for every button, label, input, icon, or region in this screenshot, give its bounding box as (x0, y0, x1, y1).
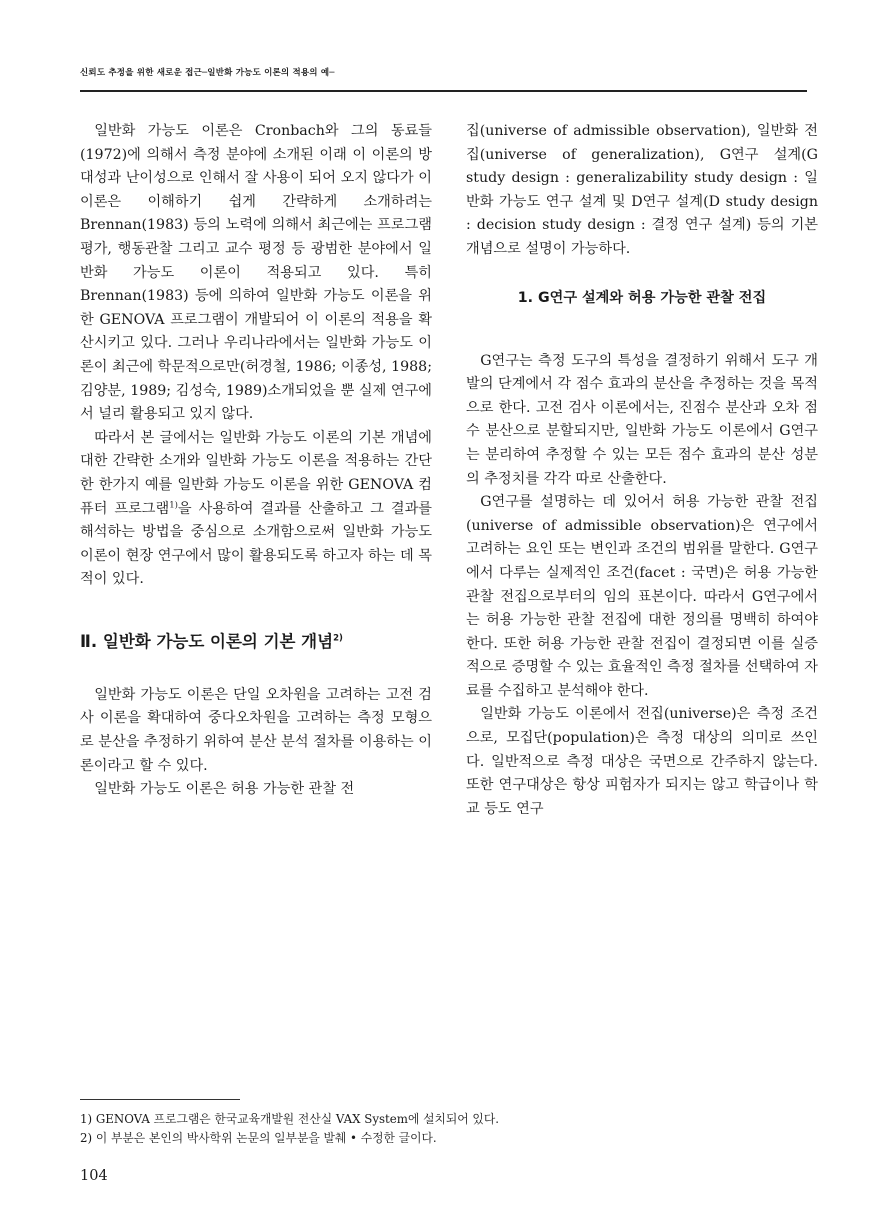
left-column (80, 120, 432, 802)
footnote-marker: 2) (333, 633, 343, 644)
page-number: 104 (80, 1168, 108, 1184)
body-paragraph: G연구를 설명하는 데 있어서 허용 가능한 관찰 전집(universe of admissible observation)은 연구에서 고려하는 요인 또는 변인과 조건의 범위를 말한다. G연구에서 다루는 실제적인 조건(facet : 국면)은 허용 가능한 관찰 전집으로부터의 임의 표본이다. 따라서 G연구에서는 허용 가능한 관찰 전집에 대한 정의를 명백히 하여야 한다. 또한 허용 가능한 관찰 전집이 결정되면 이를 실증적으로 증명할 수 있는 효율적인 측정 절차를 선택하여 자료를 수집하고 분석해야 한다. (466, 494, 818, 699)
section-heading-text: Ⅱ. 일반화 가능도 이론의 기본 개념 (80, 631, 334, 651)
body-paragraph: 일반화 가능도 이론은 허용 가능한 관찰 전 (94, 781, 355, 798)
paragraph-text: 을 사용하여 결과를 산출하고 그 결과를 해석하는 방법을 중심으로 소개함으로써 일반화 가능도 이론이 현장 연구에서 많이 활용되도록 하고자 하는 데 목적이 있다. (80, 500, 432, 588)
paragraph-text: 따라서 본 글에서는 일반화 가능도 이론의 기본 개념에 대한 간략한 소개와 일반화 가능도 이론을 적용하는 간단한 한가지 예를 일반화 가능도 이론을 위한 GENOVA 컴퓨터 프로그램 (80, 429, 432, 517)
footnotes (80, 1110, 807, 1148)
footnote-rule (80, 1099, 240, 1100)
right-column (466, 120, 818, 821)
body-paragraph: 일반화 가능도 이론은 Cronbach와 그의 동료들(1972)에 의해서 측정 분야에 소개된 이래 이 이론의 방대성과 난이성으로 인해서 잘 사용이 되어 오지 않다가 이 이론은 이해하기 쉽게 간략하게 소개하려는 Brennan(1983) 등의 노력에 의해서 최근에는 프로그램 평가, 행동관찰 그리고 교수 평정 등 광범한 분야에서 일반화 가능도 이론이 적용되고 있다. 특히 Brennan(1983) 등에 의하여 일반화 가능도 이론을 위한 GENOVA 프로그램이 개발되어 이 이론의 적용을 확산시키고 있다. 그러나 우리나라에서는 일반화 가능도 이론이 최근에 학문적으로만(허경철, 1986; 이종성, 1988; 김양분, 1989; 김성숙, 1989)소개되었을 뿐 실제 연구에서 널리 활용되고 있지 않다. (80, 123, 432, 423)
body-paragraph: G연구는 측정 도구의 특성을 결정하기 위해서 도구 개발의 단계에서 각 점수 효과의 분산을 추정하는 것을 목적으로 한다. 고전 검사 이론에서는, 진점수 분산과 오차 점수 분산으로 분할되지만, 일반화 가능도 이론에서 G연구는 분리하여 추정할 수 있는 모든 점수 효과의 분산 성분의 추정치를 각각 따로 산출한다. (466, 352, 818, 487)
footnote-item: 1) GENOVA 프로그램은 한국교육개발원 전산실 VAX System에 설치되어 있다. (80, 1112, 499, 1126)
body-paragraph: 집(universe of admissible observation), 일반화 전집(universe of generalization), G연구 설계(G study design : generalizability study design : 일반화 가능도 연구 설계 및 D연구 설계(D study design : decision study design : 결정 연구 설계) 등의 기본 개념으로 설명이 가능하다. (466, 123, 818, 257)
running-header: 신뢰도 추정을 위한 새로운 접근─일반화 가능도 이론의 적용의 예─ (80, 68, 335, 78)
section-heading (80, 630, 432, 654)
header-rule (80, 90, 807, 92)
body-paragraph (80, 427, 432, 592)
body-paragraph: 일반화 가능도 이론에서 전집(universe)은 측정 조건으로, 모집단(population)은 측정 대상의 의미로 쓰인다. 일반적으로 측정 대상은 국면으로 간주하지 않는다. 또한 연구대상은 항상 피험자가 되지는 않고 학급이나 학교 등도 연구 (466, 706, 818, 817)
footnote-item: 2) 이 부분은 본인의 박사학위 논문의 일부분을 발췌 • 수정한 글이다. (80, 1131, 437, 1145)
subsection-heading: 1. G연구 설계와 허용 가능한 관찰 전집 (517, 289, 767, 306)
body-paragraph: 일반화 가능도 이론은 단일 오차원을 고려하는 고전 검사 이론을 확대하여 중다오차원을 고려하는 측정 모형으로 분산을 추정하기 위하여 분산 분석 절차를 이용하는 이론이라고 할 수 있다. (80, 686, 432, 774)
footnote-marker: 1) (169, 499, 178, 510)
